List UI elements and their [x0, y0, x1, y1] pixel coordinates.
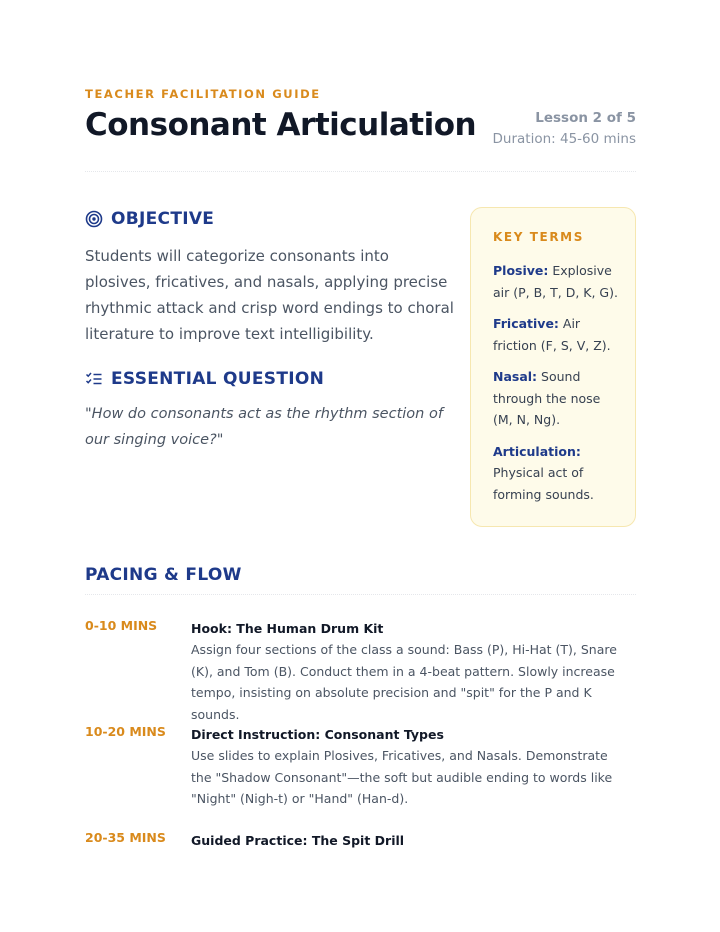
pacing-divider — [85, 594, 636, 595]
key-terms-box — [470, 207, 636, 527]
pacing-time: 0-10 MINS — [85, 618, 158, 633]
target-icon — [85, 210, 103, 228]
key-term-name: Articulation: — [493, 443, 581, 459]
objective-heading-label: OBJECTIVE — [111, 209, 215, 229]
header-divider — [85, 171, 636, 172]
key-term-name: Plosive: — [493, 263, 549, 278]
essential-question-heading-label: ESSENTIAL QUESTION — [111, 369, 325, 389]
pacing-body — [191, 618, 631, 725]
key-term-definition: Sound through the nose (M, N, Ng). — [493, 369, 601, 427]
key-term-definition: Physical act of forming sounds. — [493, 465, 594, 502]
key-term-name: Nasal: — [493, 369, 538, 384]
key-term-name: Fricative: — [493, 316, 559, 331]
key-term-item — [493, 366, 623, 431]
lesson-number: Lesson 2 of 5 — [535, 110, 636, 126]
lesson-duration: Duration: 45-60 mins — [492, 131, 636, 147]
pacing-title: Hook: The Human Drum Kit — [191, 621, 384, 636]
key-term-item — [493, 260, 623, 303]
eyebrow-label: TEACHER FACILITATION GUIDE — [85, 87, 321, 101]
pacing-description: Assign four sections of the class a sound: Bass (P), Hi-Hat (T), Snare (K), and Tom (B). Conduct them in a 4-beat pattern. Slowly increase tempo, insisting on absolute precision and "spit" for the P and K sounds. — [191, 642, 617, 722]
page-title: Consonant Articulation — [85, 107, 477, 143]
key-term-definition: Explosive air (P, B, T, D, K, G). — [493, 263, 618, 300]
essential-question-heading — [85, 369, 324, 389]
pacing-heading: PACING & FLOW — [85, 565, 242, 585]
pacing-time: 20-35 MINS — [85, 830, 166, 845]
objective-heading — [85, 209, 214, 229]
pacing-body — [191, 830, 631, 851]
lesson-meta — [493, 108, 636, 150]
key-term-definition: Air friction (F, S, V, Z). — [493, 316, 611, 353]
key-term-item — [493, 441, 623, 506]
pacing-title: Direct Instruction: Consonant Types — [191, 727, 444, 742]
key-terms-title: KEY TERMS — [493, 230, 584, 244]
pacing-title: Guided Practice: The Spit Drill — [191, 833, 405, 848]
pacing-body — [191, 724, 631, 810]
essential-question-text: "How do consonants act as the rhythm section of our singing voice?" — [85, 406, 443, 448]
key-term-item — [493, 313, 623, 356]
pacing-time: 10-20 MINS — [85, 724, 166, 739]
checklist-icon — [85, 370, 103, 388]
pacing-description: Use slides to explain Plosives, Fricatives, and Nasals. Demonstrate the "Shadow Consonant"—the soft but audible ending to words like "Night" (Nigh-t) or "Hand" (Han-d). — [191, 748, 613, 806]
objective-text: Students will categorize consonants into plosives, fricatives, and nasals, applying precise rhythmic attack and crisp word endings to choral literature to improve text intelligibility. — [85, 247, 454, 343]
